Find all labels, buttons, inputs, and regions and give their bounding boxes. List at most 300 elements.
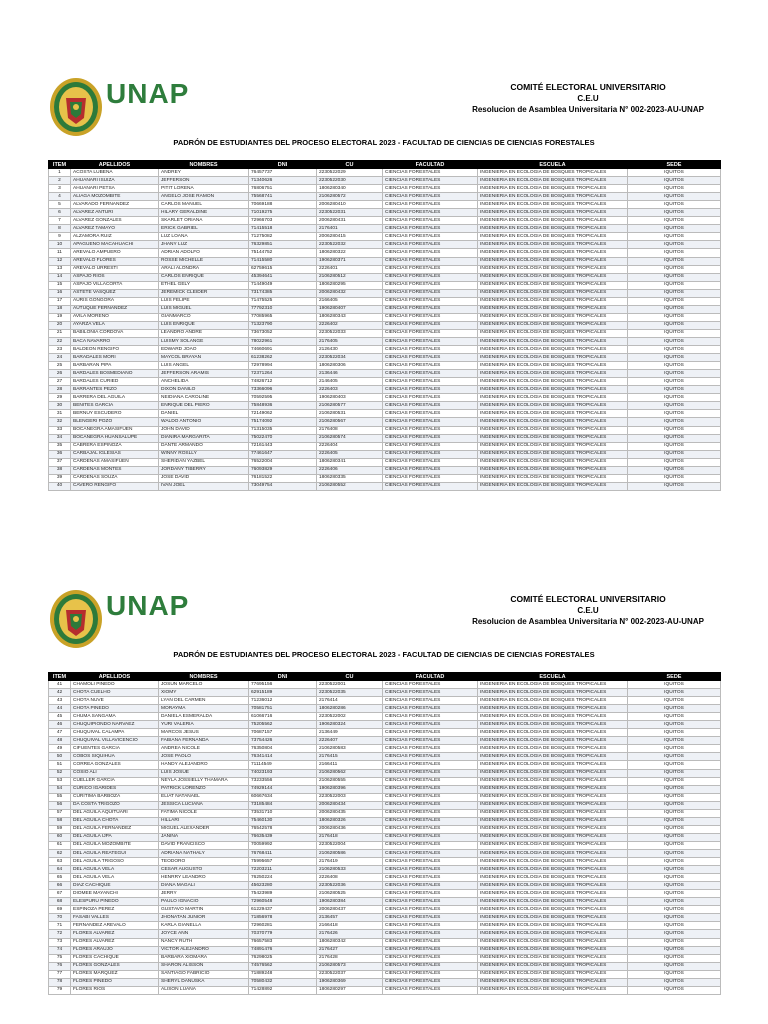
- cell-apellidos: ASPAJO RIOS: [71, 273, 159, 281]
- cell-item: 58: [49, 817, 71, 825]
- cell-facultad: CIENCIAS FORESTALES: [383, 777, 478, 785]
- cell-item: 45: [49, 713, 71, 721]
- cell-cu: 2106280574: [317, 434, 383, 442]
- cell-facultad: CIENCIAS FORESTALES: [383, 185, 478, 193]
- cell-dni: 75144752: [249, 249, 317, 257]
- cell-apellidos: CIFUENTES GARCIA: [71, 745, 159, 753]
- cell-dni: 73233556: [249, 777, 317, 785]
- cell-item: 44: [49, 705, 71, 713]
- table-row: [49, 410, 721, 418]
- cell-dni: 75022470: [249, 434, 317, 442]
- table-row: [49, 882, 721, 890]
- cell-dni: 77695156: [249, 681, 317, 689]
- cell-cu: 1806280322: [317, 249, 383, 257]
- cell-escuela: INGENIERIA EN ECOLOGIA DE BOSQUES TROPICALES: [478, 697, 628, 705]
- column-header-dni: DNI: [249, 161, 317, 169]
- table-row: [49, 785, 721, 793]
- cell-sede: IQUITOS: [628, 729, 721, 737]
- cell-item: 54: [49, 785, 71, 793]
- column-header-sede: SEDE: [628, 161, 721, 169]
- cell-sede: IQUITOS: [628, 866, 721, 874]
- cell-item: 11: [49, 249, 71, 257]
- cell-sede: IQUITOS: [628, 849, 721, 857]
- cell-facultad: CIENCIAS FORESTALES: [383, 337, 478, 345]
- cell-nombres: XIOMY: [159, 689, 249, 697]
- cell-cu: 2106280586: [317, 849, 383, 857]
- cell-apellidos: CHOTA CUELHO: [71, 689, 159, 697]
- cell-item: 7: [49, 217, 71, 225]
- cell-item: 23: [49, 346, 71, 354]
- cell-nombres: MAYCOL BRAYAN: [159, 354, 249, 362]
- cell-nombres: MORAYMA: [159, 705, 249, 713]
- cell-escuela: INGENIERIA EN ECOLOGIA DE BOSQUES TROPICALES: [478, 177, 628, 185]
- column-header-item: ITEM: [49, 161, 71, 169]
- cell-facultad: CIENCIAS FORESTALES: [383, 450, 478, 458]
- cell-sede: IQUITOS: [628, 209, 721, 217]
- cell-apellidos: CHUQUIPIONDO NARVAEZ: [71, 721, 159, 729]
- cell-sede: IQUITOS: [628, 914, 721, 922]
- cell-apellidos: BACA NAVARRO: [71, 337, 159, 345]
- cell-cu: 2230522001: [317, 681, 383, 689]
- cell-cu: 2106280583: [317, 745, 383, 753]
- cell-cu: 1906280371: [317, 257, 383, 265]
- cell-nombres: PAULO IGNACIO: [159, 898, 249, 906]
- cell-dni: 75848936: [249, 402, 317, 410]
- cell-facultad: CIENCIAS FORESTALES: [383, 914, 478, 922]
- cell-apellidos: FLORES MARQUEZ: [71, 970, 159, 978]
- unap-seal-icon: [48, 76, 104, 138]
- cell-item: 33: [49, 426, 71, 434]
- cell-cu: 2176426: [317, 930, 383, 938]
- cell-escuela: INGENIERIA EN ECOLOGIA DE BOSQUES TROPICALES: [478, 346, 628, 354]
- table-row: [49, 697, 721, 705]
- cell-cu: 2106280573: [317, 962, 383, 970]
- cell-nombres: FABIANA FERNANDA: [159, 737, 249, 745]
- table-row: [49, 297, 721, 305]
- table-row: [49, 841, 721, 849]
- cell-item: 5: [49, 201, 71, 209]
- cell-facultad: CIENCIAS FORESTALES: [383, 289, 478, 297]
- cell-sede: IQUITOS: [628, 713, 721, 721]
- cell-apellidos: BOCANEGRA HUANSALUPE: [71, 434, 159, 442]
- cell-apellidos: ASTETE VASQUEZ: [71, 289, 159, 297]
- cell-nombres: NEYLA JOSSIELLY THAMARA: [159, 777, 249, 785]
- table-row: [49, 418, 721, 426]
- cell-facultad: CIENCIAS FORESTALES: [383, 705, 478, 713]
- cell-item: 56: [49, 801, 71, 809]
- cell-sede: IQUITOS: [628, 402, 721, 410]
- cell-dni: 72203211: [249, 866, 317, 874]
- cell-item: 70: [49, 914, 71, 922]
- cell-dni: 45623280: [249, 882, 317, 890]
- cell-cu: 2106280533: [317, 866, 383, 874]
- cell-escuela: INGENIERIA EN ECOLOGIA DE BOSQUES TROPICALES: [478, 817, 628, 825]
- cell-dni: 73531710: [249, 809, 317, 817]
- cell-facultad: CIENCIAS FORESTALES: [383, 689, 478, 697]
- cell-facultad: CIENCIAS FORESTALES: [383, 177, 478, 185]
- cell-nombres: HENRRY LEANDRO: [159, 874, 249, 882]
- cell-apellidos: BABILONIA CORDOVA: [71, 329, 159, 337]
- cell-cu: 2226407: [317, 737, 383, 745]
- cell-facultad: CIENCIAS FORESTALES: [383, 394, 478, 402]
- cell-sede: IQUITOS: [628, 313, 721, 321]
- cell-escuela: INGENIERIA EN ECOLOGIA DE BOSQUES TROPICALES: [478, 753, 628, 761]
- cell-escuela: INGENIERIA EN ECOLOGIA DE BOSQUES TROPICALES: [478, 986, 628, 994]
- cell-facultad: CIENCIAS FORESTALES: [383, 681, 478, 689]
- cell-sede: IQUITOS: [628, 922, 721, 930]
- cell-apellidos: AREVALO FLORES: [71, 257, 159, 265]
- column-header-nombres: NOMBRES: [159, 673, 249, 681]
- cell-dni: 71415518: [249, 225, 317, 233]
- cell-cu: 1806280295: [317, 281, 383, 289]
- cell-facultad: CIENCIAS FORESTALES: [383, 737, 478, 745]
- table-row: [49, 249, 721, 257]
- cell-dni: 71315035: [249, 426, 317, 434]
- cell-dni: 78022961: [249, 337, 317, 345]
- cell-sede: IQUITOS: [628, 689, 721, 697]
- column-header-nombres: NOMBRES: [159, 161, 249, 169]
- cell-facultad: CIENCIAS FORESTALES: [383, 217, 478, 225]
- cell-cu: 2230522036: [317, 882, 383, 890]
- cell-item: 20: [49, 321, 71, 329]
- cell-facultad: CIENCIAS FORESTALES: [383, 402, 478, 410]
- cell-facultad: CIENCIAS FORESTALES: [383, 354, 478, 362]
- cell-item: 67: [49, 890, 71, 898]
- table-row: [49, 225, 721, 233]
- cell-cu: 1806280343: [317, 313, 383, 321]
- cell-sede: IQUITOS: [628, 434, 721, 442]
- cell-facultad: CIENCIAS FORESTALES: [383, 986, 478, 994]
- cell-cu: 2136449: [317, 729, 383, 737]
- cell-sede: IQUITOS: [628, 986, 721, 994]
- table-row: [49, 386, 721, 394]
- cell-dni: 73185484: [249, 801, 317, 809]
- page-header: [48, 588, 728, 654]
- cell-dni: 71428892: [249, 986, 317, 994]
- cell-apellidos: BARBARAN PIPA: [71, 362, 159, 370]
- cell-apellidos: ALVARADO FERNANDEZ: [71, 201, 159, 209]
- cell-escuela: INGENIERIA EN ECOLOGIA DE BOSQUES TROPICALES: [478, 938, 628, 946]
- table-row: [49, 906, 721, 914]
- cell-item: 38: [49, 466, 71, 474]
- cell-cu: 2226408: [317, 874, 383, 882]
- committee-block: [458, 82, 718, 115]
- cell-apellidos: DEL AGUILA IJPA: [71, 833, 159, 841]
- cell-apellidos: FLORES ARAUJO: [71, 946, 159, 954]
- column-header-facultad: FACULTAD: [383, 161, 478, 169]
- cell-item: 71: [49, 922, 71, 930]
- cell-sede: IQUITOS: [628, 362, 721, 370]
- table-row: [49, 986, 721, 994]
- table-row: [49, 474, 721, 482]
- cell-sede: IQUITOS: [628, 386, 721, 394]
- cell-escuela: INGENIERIA EN ECOLOGIA DE BOSQUES TROPICALES: [478, 761, 628, 769]
- cell-apellidos: CORREA GONZALES: [71, 761, 159, 769]
- cell-sede: IQUITOS: [628, 681, 721, 689]
- cell-nombres: LUISMY SOLANGE: [159, 337, 249, 345]
- cell-apellidos: DEL AGUILA AQUITUARI: [71, 809, 159, 817]
- cell-facultad: CIENCIAS FORESTALES: [383, 801, 478, 809]
- cell-cu: 2176408: [317, 426, 383, 434]
- cell-escuela: INGENIERIA EN ECOLOGIA DE BOSQUES TROPICALES: [478, 241, 628, 249]
- cell-dni: 76806751: [249, 185, 317, 193]
- cell-dni: 75423989: [249, 890, 317, 898]
- cell-nombres: ENRIQUE DEL PIERO: [159, 402, 249, 410]
- cell-apellidos: AHUANARI PETSA: [71, 185, 159, 193]
- cell-escuela: INGENIERIA EN ECOLOGIA DE BOSQUES TROPICALES: [478, 313, 628, 321]
- cell-facultad: CIENCIAS FORESTALES: [383, 922, 478, 930]
- cell-sede: IQUITOS: [628, 177, 721, 185]
- cell-cu: 2006280410: [317, 201, 383, 209]
- table-row: [49, 825, 721, 833]
- cell-dni: 72960281: [249, 922, 317, 930]
- cell-escuela: INGENIERIA EN ECOLOGIA DE BOSQUES TROPICALES: [478, 858, 628, 866]
- cell-item: 24: [49, 354, 71, 362]
- cell-facultad: CIENCIAS FORESTALES: [383, 329, 478, 337]
- cell-sede: IQUITOS: [628, 474, 721, 482]
- cell-cu: 2226406: [317, 466, 383, 474]
- cell-escuela: INGENIERIA EN ECOLOGIA DE BOSQUES TROPICALES: [478, 729, 628, 737]
- cell-cu: 1906280403: [317, 394, 383, 402]
- cell-dni: 71475525: [249, 297, 317, 305]
- cell-dni: 71019275: [249, 209, 317, 217]
- column-header-apellidos: APELLIDOS: [71, 673, 159, 681]
- cell-cu: 2226404: [317, 442, 383, 450]
- cell-escuela: INGENIERIA EN ECOLOGIA DE BOSQUES TROPICALES: [478, 482, 628, 490]
- cell-item: 15: [49, 281, 71, 289]
- table-row: [49, 898, 721, 906]
- table-row: [49, 354, 721, 362]
- cell-item: 68: [49, 898, 71, 906]
- cell-escuela: INGENIERIA EN ECOLOGIA DE BOSQUES TROPICALES: [478, 201, 628, 209]
- table-row: [49, 681, 721, 689]
- cell-facultad: CIENCIAS FORESTALES: [383, 938, 478, 946]
- table-row: [49, 833, 721, 841]
- cell-sede: IQUITOS: [628, 410, 721, 418]
- cell-sede: IQUITOS: [628, 721, 721, 729]
- cell-apellidos: FLORES ALVAREZ: [71, 938, 159, 946]
- cell-sede: IQUITOS: [628, 201, 721, 209]
- cell-nombres: ALISON LUANA: [159, 986, 249, 994]
- cell-apellidos: FLORES ALVAREZ: [71, 930, 159, 938]
- cell-escuela: INGENIERIA EN ECOLOGIA DE BOSQUES TROPICALES: [478, 705, 628, 713]
- column-header-dni: DNI: [249, 673, 317, 681]
- cell-escuela: INGENIERIA EN ECOLOGIA DE BOSQUES TROPICALES: [478, 418, 628, 426]
- cell-dni: 74023193: [249, 769, 317, 777]
- cell-apellidos: AHUANARI ISUIZA: [71, 177, 159, 185]
- cell-escuela: INGENIERIA EN ECOLOGIA DE BOSQUES TROPICALES: [478, 337, 628, 345]
- cell-sede: IQUITOS: [628, 273, 721, 281]
- cell-sede: IQUITOS: [628, 346, 721, 354]
- cell-nombres: JOSE PAOLO: [159, 753, 249, 761]
- cell-escuela: INGENIERIA EN ECOLOGIA DE BOSQUES TROPICALES: [478, 305, 628, 313]
- cell-sede: IQUITOS: [628, 697, 721, 705]
- cell-apellidos: CURICO IGARIDES: [71, 785, 159, 793]
- table-row: [49, 777, 721, 785]
- cell-cu: 2006280435: [317, 809, 383, 817]
- cell-dni: 72978994: [249, 362, 317, 370]
- table-row: [49, 241, 721, 249]
- cell-cu: 2106280577: [317, 402, 383, 410]
- cell-escuela: INGENIERIA EN ECOLOGIA DE BOSQUES TROPICALES: [478, 946, 628, 954]
- cell-escuela: INGENIERIA EN ECOLOGIA DE BOSQUES TROPICALES: [478, 378, 628, 386]
- cell-escuela: INGENIERIA EN ECOLOGIA DE BOSQUES TROPICALES: [478, 745, 628, 753]
- cell-dni: 72371264: [249, 370, 317, 378]
- cell-sede: IQUITOS: [628, 257, 721, 265]
- cell-nombres: LUIS MIGUEL: [159, 305, 249, 313]
- cell-item: 75: [49, 954, 71, 962]
- cell-escuela: INGENIERIA EN ECOLOGIA DE BOSQUES TROPICALES: [478, 402, 628, 410]
- cell-cu: 1906280384: [317, 898, 383, 906]
- cell-cu: 2006280431: [317, 217, 383, 225]
- cell-cu: 2106280562: [317, 769, 383, 777]
- cell-sede: IQUITOS: [628, 281, 721, 289]
- cell-sede: IQUITOS: [628, 329, 721, 337]
- table-row: [49, 209, 721, 217]
- cell-sede: IQUITOS: [628, 458, 721, 466]
- cell-dni: 75568741: [249, 193, 317, 201]
- cell-apellidos: BERNUY ESCUDERO: [71, 410, 159, 418]
- cell-dni: 75205562: [249, 721, 317, 729]
- table-row: [49, 849, 721, 857]
- table-row: [49, 713, 721, 721]
- cell-facultad: CIENCIAS FORESTALES: [383, 321, 478, 329]
- cell-apellidos: FLORES CACHIQUE: [71, 954, 159, 962]
- cell-apellidos: AREVALO URRESTI: [71, 265, 159, 273]
- cell-facultad: CIENCIAS FORESTALES: [383, 729, 478, 737]
- cell-item: 53: [49, 777, 71, 785]
- cell-dni: 76181522: [249, 474, 317, 482]
- cell-escuela: INGENIERIA EN ECOLOGIA DE BOSQUES TROPICALES: [478, 434, 628, 442]
- cell-item: 1: [49, 169, 71, 177]
- cell-escuela: INGENIERIA EN ECOLOGIA DE BOSQUES TROPICALES: [478, 793, 628, 801]
- cell-nombres: JORDANY TIBERRY: [159, 466, 249, 474]
- resolution-text: Resolucion de Asamblea Universitaria N° 002-2023-AU-UNAP: [472, 617, 704, 626]
- cell-nombres: ETHEL GELY: [159, 281, 249, 289]
- cell-escuela: INGENIERIA EN ECOLOGIA DE BOSQUES TROPICALES: [478, 825, 628, 833]
- cell-cu: 2176427: [317, 946, 383, 954]
- cell-escuela: INGENIERIA EN ECOLOGIA DE BOSQUES TROPICALES: [478, 257, 628, 265]
- cell-cu: 2176419: [317, 858, 383, 866]
- cell-dni: 76250224: [249, 874, 317, 882]
- cell-dni: 74826712: [249, 378, 317, 386]
- cell-escuela: INGENIERIA EN ECOLOGIA DE BOSQUES TROPICALES: [478, 777, 628, 785]
- cell-nombres: LEANDRO ANDRE: [159, 329, 249, 337]
- cell-nombres: LUIS ANGEL: [159, 362, 249, 370]
- cell-cu: 2230522030: [317, 177, 383, 185]
- cell-escuela: INGENIERIA EN ECOLOGIA DE BOSQUES TROPICALES: [478, 689, 628, 697]
- cell-apellidos: BARRANTES PEZO: [71, 386, 159, 394]
- cell-cu: 1806280342: [317, 938, 383, 946]
- cell-sede: IQUITOS: [628, 753, 721, 761]
- cell-item: 74: [49, 946, 71, 954]
- cell-cu: 1906280324: [317, 721, 383, 729]
- unap-seal-icon: [48, 588, 104, 650]
- cell-item: 40: [49, 482, 71, 490]
- cell-cu: 1806280286: [317, 705, 383, 713]
- cell-sede: IQUITOS: [628, 426, 721, 434]
- cell-escuela: INGENIERIA EN ECOLOGIA DE BOSQUES TROPICALES: [478, 978, 628, 986]
- document-title: PADRÓN DE ESTUDIANTES DEL PROCESO ELECTORAL 2023 - FACULTAD DE CIENCIAS DE CIENCIAS FORESTALES: [173, 138, 595, 147]
- cell-cu: 1906280369: [317, 978, 383, 986]
- cell-sede: IQUITOS: [628, 217, 721, 225]
- cell-item: 49: [49, 745, 71, 753]
- cell-dni: 61238262: [249, 354, 317, 362]
- cell-facultad: CIENCIAS FORESTALES: [383, 906, 478, 914]
- cell-escuela: INGENIERIA EN ECOLOGIA DE BOSQUES TROPICALES: [478, 329, 628, 337]
- table-row: [49, 169, 721, 177]
- cell-nombres: ANDREY: [159, 169, 249, 177]
- cell-cu: 2226405: [317, 450, 383, 458]
- table-body: [49, 169, 721, 491]
- cell-dni: 77792310: [249, 305, 317, 313]
- cell-facultad: CIENCIAS FORESTALES: [383, 697, 478, 705]
- cell-sede: IQUITOS: [628, 370, 721, 378]
- cell-cu: 2146405: [317, 378, 383, 386]
- cell-nombres: HILARY GERALDINE: [159, 209, 249, 217]
- cell-escuela: INGENIERIA EN ECOLOGIA DE BOSQUES TROPICALES: [478, 922, 628, 930]
- table-row: [49, 761, 721, 769]
- cell-facultad: CIENCIAS FORESTALES: [383, 466, 478, 474]
- cell-sede: IQUITOS: [628, 466, 721, 474]
- cell-apellidos: AURIS GONGORA: [71, 297, 159, 305]
- cell-escuela: INGENIERIA EN ECOLOGIA DE BOSQUES TROPICALES: [478, 737, 628, 745]
- cell-item: 69: [49, 906, 71, 914]
- cell-sede: IQUITOS: [628, 841, 721, 849]
- column-header-escuela: ESCUELA: [478, 673, 628, 681]
- cell-cu: 2226402: [317, 321, 383, 329]
- cell-item: 26: [49, 370, 71, 378]
- table-row: [49, 801, 721, 809]
- cell-facultad: CIENCIAS FORESTALES: [383, 930, 478, 938]
- cell-escuela: INGENIERIA EN ECOLOGIA DE BOSQUES TROPICALES: [478, 193, 628, 201]
- cell-cu: 2230522002: [317, 713, 383, 721]
- cell-dni: 60667634: [249, 793, 317, 801]
- cell-dni: 76522004: [249, 458, 317, 466]
- column-header-cu: CU: [317, 161, 383, 169]
- committee-acronym: C.E.U: [577, 606, 599, 615]
- cell-sede: IQUITOS: [628, 737, 721, 745]
- cell-cu: 2006280437: [317, 906, 383, 914]
- cell-dni: 70687157: [249, 729, 317, 737]
- cell-dni: 72149062: [249, 410, 317, 418]
- cell-apellidos: DEL AGUILA FERNANDEZ: [71, 825, 159, 833]
- cell-apellidos: DEL AGUILA VELA: [71, 866, 159, 874]
- cell-sede: IQUITOS: [628, 761, 721, 769]
- cell-sede: IQUITOS: [628, 185, 721, 193]
- cell-escuela: INGENIERIA EN ECOLOGIA DE BOSQUES TROPICALES: [478, 769, 628, 777]
- cell-apellidos: CABRERA ESPINOZA: [71, 442, 159, 450]
- cell-item: 46: [49, 721, 71, 729]
- cell-dni: 71236012: [249, 697, 317, 705]
- page-header: [48, 76, 728, 142]
- column-header-cu: CU: [317, 673, 383, 681]
- cell-cu: 2226403: [317, 386, 383, 394]
- cell-item: 31: [49, 410, 71, 418]
- cell-escuela: INGENIERIA EN ECOLOGIA DE BOSQUES TROPICALES: [478, 882, 628, 890]
- cell-dni: 76657583: [249, 938, 317, 946]
- cell-item: 62: [49, 849, 71, 857]
- cell-nombres: JEFFERSON: [159, 177, 249, 185]
- cell-cu: 2176415: [317, 753, 383, 761]
- cell-nombres: YURI VALERIA: [159, 721, 249, 729]
- document-title: PADRÓN DE ESTUDIANTES DEL PROCESO ELECTORAL 2023 - FACULTAD DE CIENCIAS DE CIENCIAS FORESTALES: [173, 650, 595, 659]
- cell-facultad: CIENCIAS FORESTALES: [383, 713, 478, 721]
- cell-nombres: SKARLET ORIANA: [159, 217, 249, 225]
- cell-sede: IQUITOS: [628, 817, 721, 825]
- cell-cu: 2176428: [317, 954, 383, 962]
- cell-dni: 76635439: [249, 833, 317, 841]
